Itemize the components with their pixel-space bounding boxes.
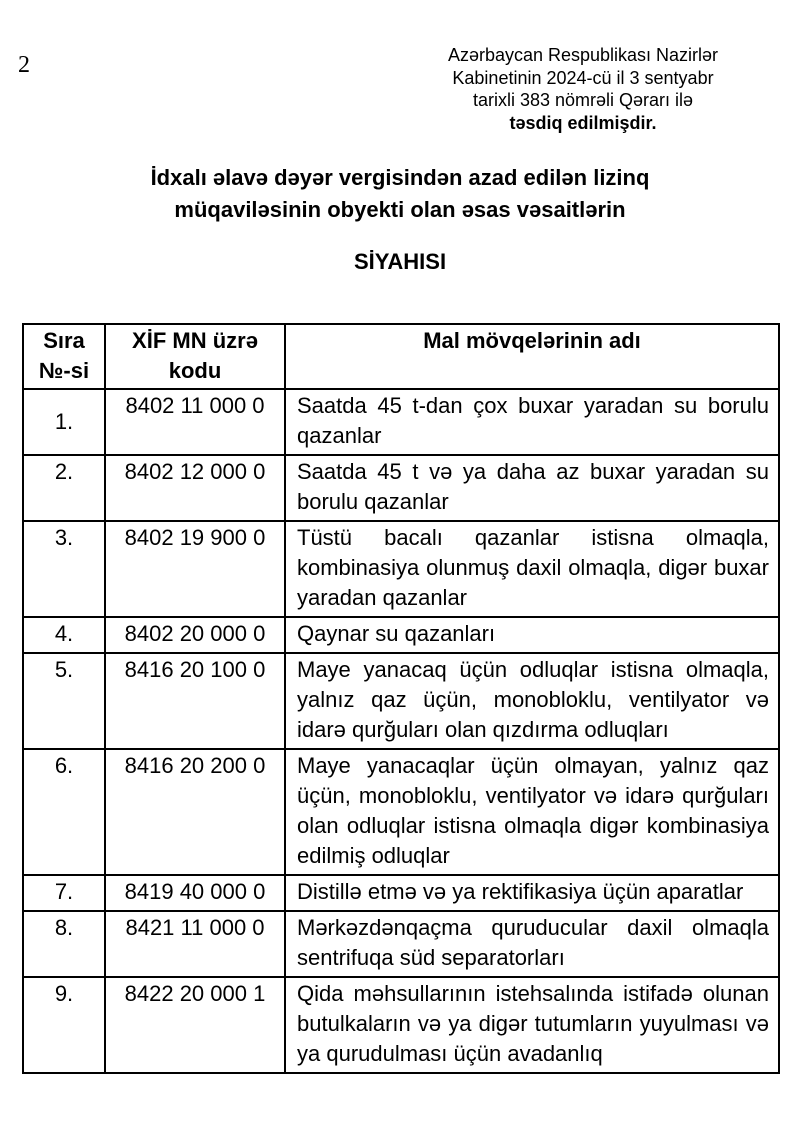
row-code-cell: 8402 20 000 0 [105,617,285,653]
table-row [23,749,779,875]
row-code-cell: 8419 40 000 0 [105,875,285,911]
header-row [23,324,779,389]
table-row [23,977,779,1073]
column-header-label: Sıra [43,328,85,353]
column-header-label: XİF MN üzrə [132,328,258,353]
table-row [23,911,779,977]
table-body [23,389,779,1073]
column-header-mal-movqeleri [285,324,779,389]
row-code-cell: 8402 12 000 0 [105,455,285,521]
approval-note-bold-line: təsdiq edilmişdir. [509,112,657,133]
document-title-line: müqaviləsinin obyekti olan əsas vəsaitlərin [174,197,626,222]
document-title-line: İdxalı əlavə dəyər vergisindən azad edilən lizinq [150,165,650,190]
row-code-cell: 8421 11 000 0 [105,911,285,977]
row-name-cell: Tüstü bacalı qazanlar istisna olmaqla, kombinasiya olunmuş daxil olmaqla, digər buxar yaradan qazanlar [285,521,779,617]
row-number-cell: 5. [23,653,105,749]
row-code-cell: 8416 20 200 0 [105,749,285,875]
column-header-label: Mal mövqelərinin adı [423,328,641,353]
row-code-cell: 8416 20 100 0 [105,653,285,749]
row-name-cell: Maye yanacaqlar üçün olmayan, yalnız qaz üçün, monobloklu, ventilyator və idarə qurğuları olan odluqlar istisna olmaqla digər kombinasiya edilmiş odluqlar [285,749,779,875]
row-name-cell: Saatda 45 t-dan çox buxar yaradan su borulu qazanlar [285,389,779,455]
row-number-cell: 6. [23,749,105,875]
row-number-cell: 4. [23,617,105,653]
row-number-cell: 7. [23,875,105,911]
approval-note-line: Kabinetinin 2024-cü il 3 sentyabr [452,67,714,88]
row-code-cell: 8402 11 000 0 [105,389,285,455]
row-name-cell: Distillə etmə və ya rektifikasiya üçün aparatlar [285,875,779,911]
column-header-xif-mn-kodu [105,324,285,389]
approval-note [418,44,748,134]
document-subtitle: SİYAHISI [353,249,447,274]
table-row [23,455,779,521]
row-name-cell: Maye yanacaq üçün odluqlar istisna olmaqla, yalnız qaz üçün, monobloklu, ventilyator və idarə qurğuları olan qızdırma odluqları [285,653,779,749]
page-number: 2 [18,52,30,78]
table-row [23,617,779,653]
column-header-sira-no [23,324,105,389]
row-name-cell: Qida məhsullarının istehsalında istifadə olunan butulkaların və ya digər tutumların yuyulması və ya qurudulması üçün avadanlıq [285,977,779,1073]
table-row [23,653,779,749]
goods-table [22,323,780,1074]
row-code-cell: 8422 20 000 1 [105,977,285,1073]
row-number-cell: 1. [23,389,105,455]
row-name-cell: Qaynar su qazanları [285,617,779,653]
row-name-cell: Mərkəzdənqaçma quruducular daxil olmaqla sentrifuqa süd separatorları [285,911,779,977]
approval-note-line: Azərbaycan Respublikası Nazirlər [447,45,719,65]
table-row [23,521,779,617]
row-number-cell: 3. [23,521,105,617]
table-row [23,389,779,455]
column-header-label: kodu [168,358,222,383]
row-number-cell: 8. [23,911,105,977]
row-number-cell: 9. [23,977,105,1073]
row-code-cell: 8402 19 900 0 [105,521,285,617]
table-row [23,875,779,911]
row-number-cell: 2. [23,455,105,521]
row-name-cell: Saatda 45 t və ya daha az buxar yaradan su borulu qazanlar [285,455,779,521]
document-title [40,162,760,226]
column-header-label: №-si [38,358,90,383]
approval-note-line: tarixli 383 nömrəli Qərarı ilə [472,90,694,110]
goods-table-header [23,324,779,389]
